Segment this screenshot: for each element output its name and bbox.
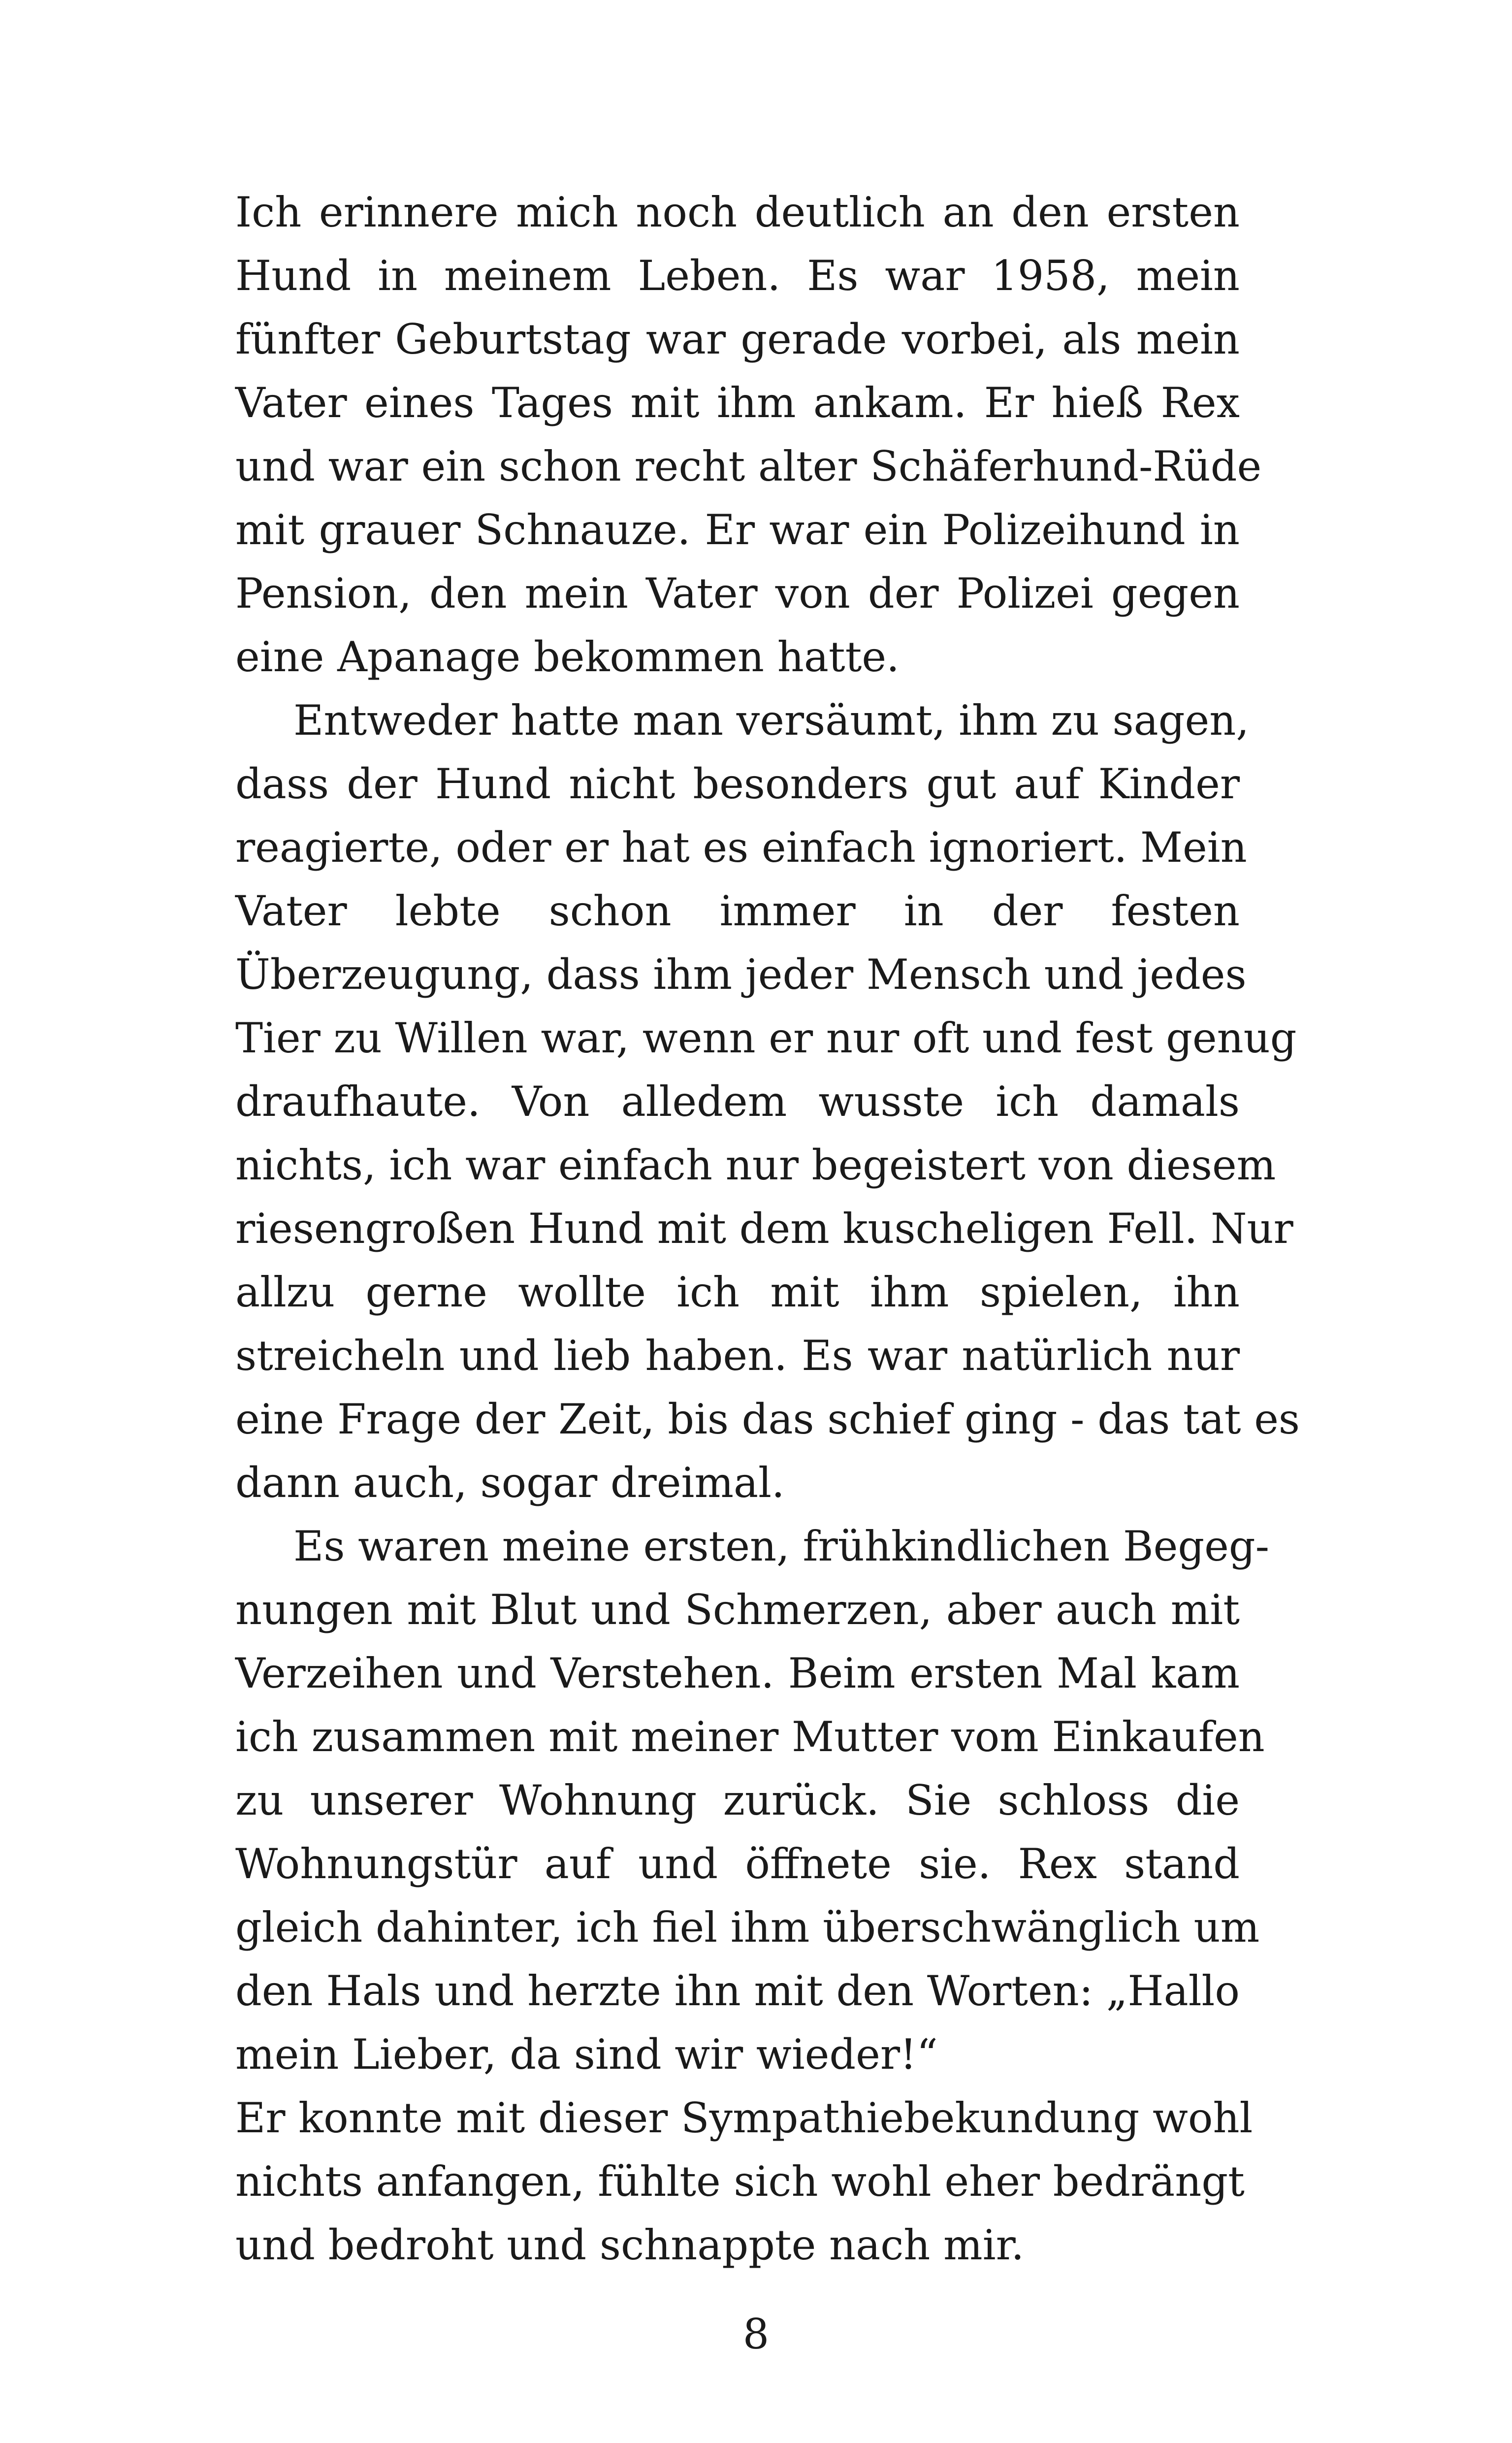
paragraph-3	[235, 1515, 1269, 2086]
body-text	[235, 181, 1300, 2277]
text-line: und bedroht und schnappte nach mir.	[235, 2221, 1025, 2269]
text-line: Vater eines Tages mit ihm ankam. Er hieß Rex	[235, 379, 1240, 427]
text-line: allzu gerne wollte ich mit ihm spielen, ihn	[235, 1268, 1240, 1316]
text-line: nichts, ich war einfach nur begeistert von diesem	[235, 1141, 1276, 1189]
text-line: Hund in meinem Leben. Es war 1958, mein	[235, 252, 1240, 300]
text-line: den Hals und herzte ihn mit den Worten: „Hallo	[235, 1967, 1240, 2015]
text-line: dann auch, sogar dreimal.	[235, 1459, 785, 1507]
text-line: streicheln und lieb haben. Es war natürlich nur	[235, 1332, 1240, 1380]
text-line: Vater lebte schon immer in der festen	[235, 887, 1240, 935]
text-line: nungen mit Blut und Schmerzen, aber auch mit	[235, 1586, 1240, 1634]
text-line: Pension, den mein Vater von der Polizei gegen	[235, 569, 1240, 618]
text-line: Verzeihen und Verstehen. Beim ersten Mal kam	[235, 1649, 1240, 1697]
text-line: Überzeugung, dass ihm jeder Mensch und jedes	[235, 950, 1247, 999]
text-line: mein Lieber, da sind wir wieder!“	[235, 2030, 938, 2079]
text-line: Es waren meine ersten, frühkindlichen Begeg-	[293, 1522, 1269, 1570]
text-line: Ich erinnere mich noch deutlich an den ersten	[235, 188, 1240, 236]
page-number: 8	[742, 2310, 770, 2358]
text-line: Tier zu Willen war, wenn er nur oft und fest genug	[235, 1014, 1297, 1062]
text-line: reagierte, oder er hat es einfach ignoriert. Mein	[235, 823, 1247, 872]
text-line: Wohnungstür auf und öffnete sie. Rex stand	[235, 1840, 1240, 1888]
text-line: Er konnte mit dieser Sympathiebekundung wohl	[235, 2094, 1253, 2142]
paragraph-2	[235, 689, 1300, 1515]
text-line: Entweder hatte man versäumt, ihm zu sagen,	[293, 696, 1250, 745]
text-line: dass der Hund nicht besonders gut auf Kinder	[235, 760, 1240, 808]
text-line: nichts anfangen, fühlte sich wohl eher bedrängt	[235, 2157, 1245, 2206]
text-line: zu unserer Wohnung zurück. Sie schloss die	[235, 1776, 1240, 1824]
paragraph-4	[235, 2086, 1253, 2277]
paragraph-1	[235, 181, 1262, 689]
text-line: draufhaute. Von alledem wusste ich damals	[235, 1077, 1240, 1126]
text-line: eine Frage der Zeit, bis das schief ging - das tat es	[235, 1395, 1300, 1443]
text-line: ich zusammen mit meiner Mutter vom Einkaufen	[235, 1713, 1265, 1761]
text-line: mit grauer Schnauze. Er war ein Polizeihund in	[235, 506, 1240, 554]
text-line: gleich dahinter, ich fiel ihm überschwänglich um	[235, 1903, 1260, 1952]
text-line: eine Apanage bekommen hatte.	[235, 633, 900, 681]
text-line: und war ein schon recht alter Schäferhund-Rüde	[235, 442, 1262, 490]
text-line: riesengroßen Hund mit dem kuscheligen Fell. Nur	[235, 1205, 1293, 1253]
text-line: fünfter Geburtstag war gerade vorbei, als mein	[235, 315, 1240, 363]
